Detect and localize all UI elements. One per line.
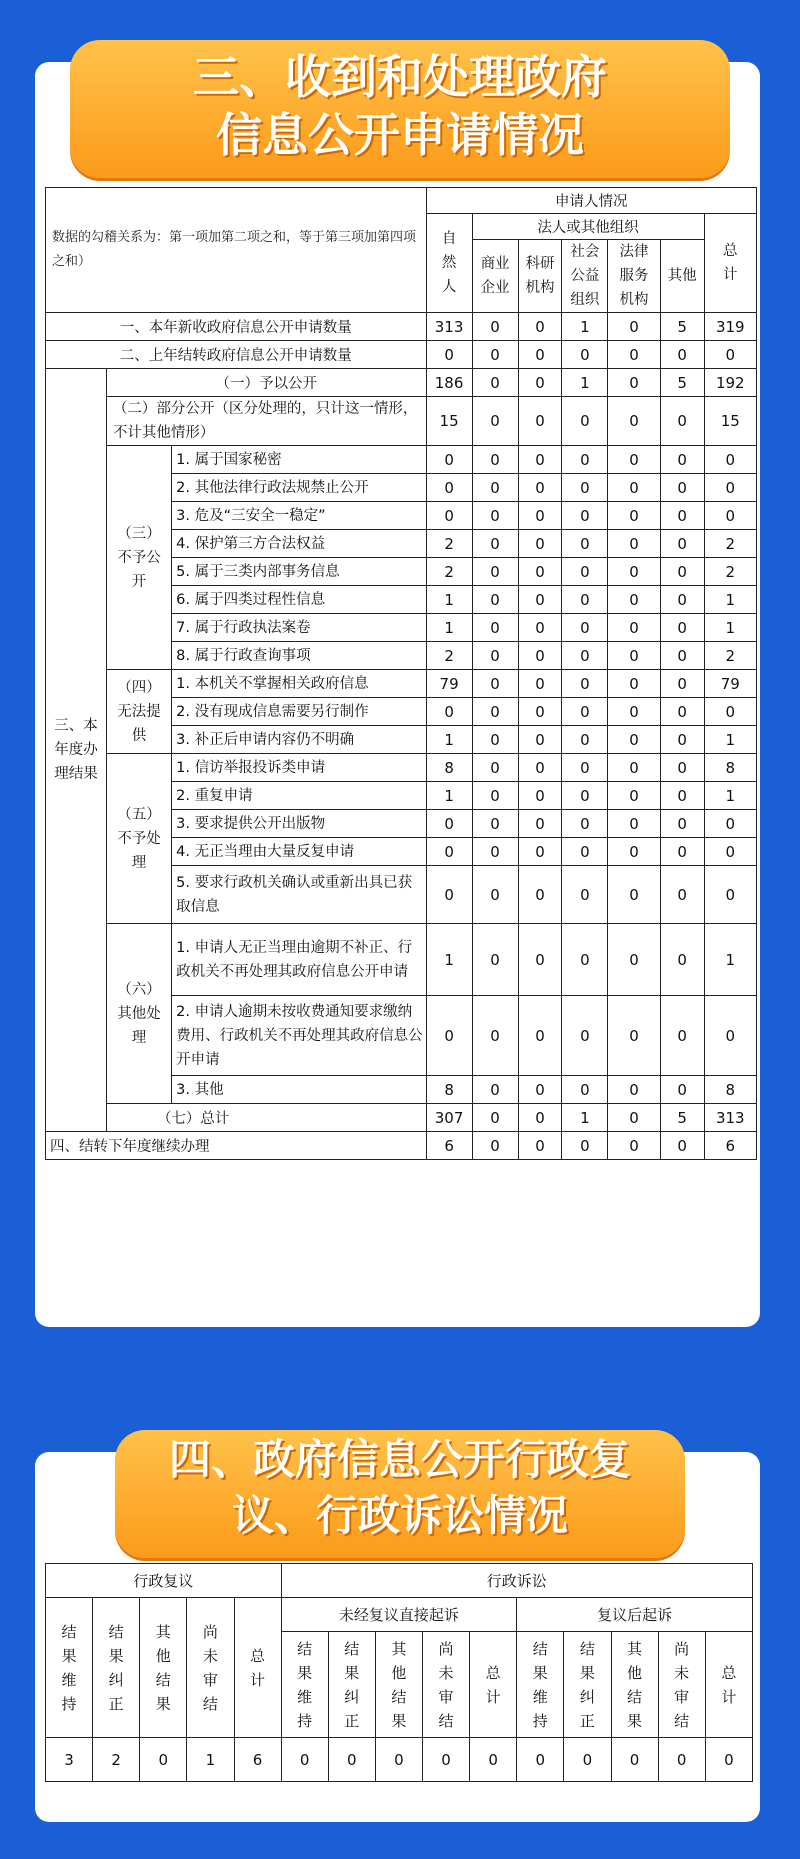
data-row — [46, 369, 757, 397]
value-cell: 2 — [704, 558, 756, 586]
value-cell: 0 — [704, 341, 756, 369]
value-cell: 307 — [426, 1104, 472, 1132]
litigation-col-header: 其他结果 — [611, 1632, 658, 1738]
value-cell: 0 — [608, 586, 660, 614]
value-cell: 6 — [234, 1738, 281, 1782]
value-cell: 0 — [472, 838, 518, 866]
litigation-col-header: 总计 — [470, 1632, 517, 1738]
value-cell: 0 — [518, 726, 562, 754]
result-label: 三、本年度办理结果 — [46, 369, 107, 1132]
value-cell: 0 — [608, 782, 660, 810]
value-cell: 1 — [704, 726, 756, 754]
data-row — [46, 1104, 757, 1132]
value-cell: 0 — [660, 866, 704, 924]
litigation-col-header: 结果纠正 — [328, 1632, 375, 1738]
value-cell: 0 — [562, 698, 608, 726]
row-label: 1. 申请人无正当理由逾期不补正、行政机关不再处理其政府信息公开申请 — [172, 924, 426, 996]
value-cell: 0 — [562, 397, 608, 446]
header-row — [46, 1564, 753, 1598]
data-row — [46, 313, 757, 341]
value-cell: 0 — [518, 810, 562, 838]
value-cell: 0 — [472, 754, 518, 782]
data-row — [46, 397, 757, 446]
value-cell: 8 — [426, 754, 472, 782]
value-cell: 0 — [426, 474, 472, 502]
after-review-header: 复议后起诉 — [517, 1598, 753, 1632]
value-cell: 1 — [426, 726, 472, 754]
value-cell: 0 — [472, 446, 518, 474]
value-cell: 0 — [611, 1738, 658, 1782]
value-cell: 0 — [704, 866, 756, 924]
value-cell: 2 — [704, 530, 756, 558]
section4-table — [45, 1563, 753, 1782]
value-cell: 0 — [562, 838, 608, 866]
org-col-header: 科研机构 — [518, 240, 562, 313]
value-cell: 79 — [704, 670, 756, 698]
value-cell: 1 — [562, 1104, 608, 1132]
value-cell: 0 — [608, 670, 660, 698]
review-col-header: 总计 — [234, 1598, 281, 1738]
value-cell: 0 — [562, 782, 608, 810]
header-row — [46, 1598, 753, 1632]
value-cell: 0 — [562, 996, 608, 1076]
value-cell: 1 — [562, 369, 608, 397]
value-cell: 8 — [704, 1076, 756, 1104]
value-cell: 6 — [704, 1132, 756, 1160]
value-cell: 0 — [660, 838, 704, 866]
value-cell: 0 — [472, 996, 518, 1076]
value-cell: 0 — [704, 810, 756, 838]
value-cell: 0 — [660, 586, 704, 614]
review-col-header: 结果维持 — [46, 1598, 93, 1738]
value-cell: 0 — [562, 474, 608, 502]
applicant-header: 申请人情况 — [426, 188, 756, 214]
value-cell: 0 — [608, 558, 660, 586]
value-cell: 0 — [426, 838, 472, 866]
value-cell: 0 — [518, 530, 562, 558]
litigation-col-header: 总计 — [705, 1632, 752, 1738]
group-label: （六）其他处理 — [106, 924, 171, 1104]
value-cell: 0 — [562, 670, 608, 698]
note-cell: 数据的勾稽关系为：第一项加第二项之和，等于第三项加第四项之和） — [46, 188, 427, 313]
value-cell: 0 — [608, 924, 660, 996]
row-label: 3. 补正后申请内容仍不明确 — [172, 726, 426, 754]
value-cell: 0 — [660, 502, 704, 530]
value-cell: 3 — [46, 1738, 93, 1782]
value-cell: 15 — [704, 397, 756, 446]
row-label: 2. 没有现成信息需要另行制作 — [172, 698, 426, 726]
value-cell: 8 — [704, 754, 756, 782]
value-cell: 0 — [660, 558, 704, 586]
section4-title-line2: 议、行政诉讼情况 — [231, 1491, 568, 1540]
value-cell: 6 — [426, 1132, 472, 1160]
value-cell: 0 — [660, 996, 704, 1076]
value-cell: 0 — [608, 996, 660, 1076]
value-cell: 0 — [608, 614, 660, 642]
value-cell: 0 — [608, 726, 660, 754]
row-label: 7. 属于行政执法案卷 — [172, 614, 426, 642]
data-row — [46, 446, 757, 474]
value-cell: 0 — [562, 1132, 608, 1160]
value-cell: 1 — [426, 924, 472, 996]
review-col-header: 结果纠正 — [93, 1598, 140, 1738]
value-cell: 0 — [608, 397, 660, 446]
value-cell: 0 — [562, 446, 608, 474]
value-cell: 0 — [564, 1738, 611, 1782]
row-label: 2. 其他法律行政法规禁止公开 — [172, 474, 426, 502]
value-cell: 0 — [608, 838, 660, 866]
value-cell: 0 — [518, 341, 562, 369]
section3-title — [0, 48, 800, 164]
value-cell: 0 — [704, 474, 756, 502]
value-cell: 0 — [608, 1104, 660, 1132]
value-cell: 0 — [472, 530, 518, 558]
value-cell: 5 — [660, 369, 704, 397]
value-cell: 313 — [426, 313, 472, 341]
value-cell: 0 — [608, 754, 660, 782]
value-cell: 192 — [704, 369, 756, 397]
row-label: 3. 其他 — [172, 1076, 426, 1104]
value-cell: 0 — [562, 810, 608, 838]
row-label: 2. 申请人逾期未按收费通知要求缴纳费用、行政机关不再处理其政府信息公开申请 — [172, 996, 426, 1076]
value-cell: 0 — [608, 369, 660, 397]
value-cell: 0 — [426, 502, 472, 530]
value-cell: 0 — [660, 810, 704, 838]
value-cell: 0 — [608, 1132, 660, 1160]
row-label: 1. 本机关不掌握相关政府信息 — [172, 670, 426, 698]
row-label: 3. 要求提供公开出版物 — [172, 810, 426, 838]
value-cell: 1 — [704, 782, 756, 810]
value-cell: 0 — [660, 782, 704, 810]
value-cell: 0 — [518, 474, 562, 502]
admin-review-header: 行政复议 — [46, 1564, 282, 1598]
value-cell: 0 — [472, 1076, 518, 1104]
value-cell: 0 — [518, 754, 562, 782]
value-cell: 0 — [426, 698, 472, 726]
value-cell: 0 — [704, 996, 756, 1076]
row-label: （一）予以公开 — [106, 369, 426, 397]
value-cell: 0 — [660, 698, 704, 726]
value-cell: 0 — [375, 1738, 422, 1782]
value-cell: 0 — [472, 313, 518, 341]
value-cell: 0 — [426, 866, 472, 924]
value-cell: 0 — [608, 502, 660, 530]
litigation-col-header: 尚未审结 — [423, 1632, 470, 1738]
value-cell: 0 — [562, 1076, 608, 1104]
value-cell: 0 — [562, 530, 608, 558]
value-cell: 2 — [93, 1738, 140, 1782]
value-cell: 0 — [518, 1104, 562, 1132]
value-cell: 0 — [562, 924, 608, 996]
group-label: （三）不予公开 — [106, 446, 171, 670]
row-label: 二、上年结转政府信息公开申请数量 — [46, 341, 427, 369]
org-col-header: 商业企业 — [472, 240, 518, 313]
data-row — [46, 754, 757, 782]
value-cell: 0 — [518, 866, 562, 924]
value-cell: 0 — [608, 474, 660, 502]
row-label: 3. 危及“三安全一稳定” — [172, 502, 426, 530]
value-cell: 1 — [187, 1738, 234, 1782]
value-cell: 0 — [562, 558, 608, 586]
value-cell: 0 — [472, 726, 518, 754]
value-cell: 0 — [562, 726, 608, 754]
natural-header: 自然人 — [426, 214, 472, 313]
value-cell: 0 — [660, 754, 704, 782]
value-cell: 0 — [472, 866, 518, 924]
value-cell: 0 — [518, 397, 562, 446]
value-cell: 0 — [518, 558, 562, 586]
value-cell: 1 — [426, 614, 472, 642]
section4-title — [0, 1432, 800, 1544]
header-row — [46, 188, 757, 214]
value-cell: 0 — [518, 1132, 562, 1160]
value-cell: 0 — [426, 341, 472, 369]
value-cell: 0 — [472, 341, 518, 369]
litigation-col-header: 结果维持 — [281, 1632, 328, 1738]
value-cell: 0 — [518, 924, 562, 996]
value-cell: 0 — [660, 474, 704, 502]
org-col-header: 社会公益组织 — [562, 240, 608, 313]
value-cell: 0 — [608, 313, 660, 341]
row-label: （七）总计 — [106, 1104, 426, 1132]
litigation-col-header: 尚未审结 — [658, 1632, 705, 1738]
value-cell: 2 — [426, 642, 472, 670]
value-cell: 0 — [518, 313, 562, 341]
value-cell: 0 — [608, 446, 660, 474]
row-label: 5. 要求行政机关确认或重新出具已获取信息 — [172, 866, 426, 924]
row-label: 4. 无正当理由大量反复申请 — [172, 838, 426, 866]
section3-table — [45, 187, 757, 1160]
value-cell: 319 — [704, 313, 756, 341]
group-label: （四）无法提供 — [106, 670, 171, 754]
value-cell: 0 — [281, 1738, 328, 1782]
value-cell: 0 — [704, 838, 756, 866]
value-cell: 0 — [705, 1738, 752, 1782]
value-cell: 0 — [660, 1132, 704, 1160]
value-cell: 0 — [562, 866, 608, 924]
value-cell: 0 — [518, 996, 562, 1076]
litigation-col-header: 结果维持 — [517, 1632, 564, 1738]
value-cell: 0 — [518, 446, 562, 474]
value-cell: 0 — [472, 397, 518, 446]
org-col-header: 法律服务机构 — [608, 240, 660, 313]
value-cell: 0 — [472, 558, 518, 586]
value-cell: 0 — [423, 1738, 470, 1782]
value-cell: 0 — [140, 1738, 187, 1782]
data-row — [46, 670, 757, 698]
row-label: 四、结转下年度继续办理 — [46, 1132, 427, 1160]
value-cell: 2 — [704, 642, 756, 670]
value-cell: 0 — [518, 838, 562, 866]
value-cell: 0 — [472, 1132, 518, 1160]
value-cell: 1 — [704, 586, 756, 614]
value-cell: 0 — [660, 530, 704, 558]
value-cell: 0 — [517, 1738, 564, 1782]
litigation-col-header: 其他结果 — [375, 1632, 422, 1738]
section4-title-line1: 四、政府信息公开行政复 — [168, 1435, 631, 1484]
review-col-header: 其他结果 — [140, 1598, 187, 1738]
value-cell: 0 — [518, 502, 562, 530]
value-cell: 0 — [660, 924, 704, 996]
data-row — [46, 1738, 753, 1782]
value-cell: 0 — [704, 446, 756, 474]
value-cell: 2 — [426, 558, 472, 586]
value-cell: 0 — [518, 369, 562, 397]
value-cell: 0 — [472, 698, 518, 726]
row-label: 一、本年新收政府信息公开申请数量 — [46, 313, 427, 341]
value-cell: 0 — [518, 698, 562, 726]
row-label: （二）部分公开（区分处理的，只计这一情形，不计其他情形） — [106, 397, 426, 446]
review-col-header: 尚未审结 — [187, 1598, 234, 1738]
value-cell: 0 — [472, 670, 518, 698]
value-cell: 0 — [472, 924, 518, 996]
value-cell: 0 — [518, 782, 562, 810]
value-cell: 1 — [426, 586, 472, 614]
value-cell: 0 — [472, 782, 518, 810]
value-cell: 0 — [608, 341, 660, 369]
value-cell: 0 — [660, 670, 704, 698]
value-cell: 0 — [472, 369, 518, 397]
value-cell: 0 — [472, 502, 518, 530]
value-cell: 0 — [660, 726, 704, 754]
value-cell: 0 — [472, 614, 518, 642]
row-label: 2. 重复申请 — [172, 782, 426, 810]
admin-litigation-header: 行政诉讼 — [281, 1564, 752, 1598]
value-cell: 1 — [704, 614, 756, 642]
value-cell: 0 — [608, 810, 660, 838]
value-cell: 0 — [660, 446, 704, 474]
value-cell: 0 — [518, 1076, 562, 1104]
value-cell: 313 — [704, 1104, 756, 1132]
value-cell: 0 — [518, 586, 562, 614]
section3-title-line2: 信息公开申请情况 — [216, 108, 584, 162]
row-label: 5. 属于三类内部事务信息 — [172, 558, 426, 586]
value-cell: 0 — [562, 586, 608, 614]
value-cell: 0 — [704, 502, 756, 530]
value-cell: 0 — [472, 1104, 518, 1132]
data-row — [46, 924, 757, 996]
value-cell: 0 — [472, 586, 518, 614]
data-row — [46, 1132, 757, 1160]
value-cell: 0 — [658, 1738, 705, 1782]
value-cell: 0 — [518, 614, 562, 642]
value-cell: 0 — [426, 446, 472, 474]
value-cell: 15 — [426, 397, 472, 446]
row-label: 4. 保护第三方合法权益 — [172, 530, 426, 558]
value-cell: 1 — [562, 313, 608, 341]
value-cell: 1 — [704, 924, 756, 996]
section3-title-line1: 三、收到和处理政府 — [193, 50, 607, 104]
value-cell: 0 — [562, 502, 608, 530]
value-cell: 0 — [608, 642, 660, 670]
value-cell: 0 — [426, 996, 472, 1076]
value-cell: 0 — [660, 341, 704, 369]
value-cell: 5 — [660, 313, 704, 341]
value-cell: 0 — [562, 642, 608, 670]
value-cell: 0 — [660, 614, 704, 642]
value-cell: 0 — [518, 642, 562, 670]
value-cell: 0 — [470, 1738, 517, 1782]
total-header: 总计 — [704, 214, 756, 313]
value-cell: 0 — [608, 1076, 660, 1104]
value-cell: 0 — [472, 474, 518, 502]
value-cell: 0 — [608, 698, 660, 726]
value-cell: 8 — [426, 1076, 472, 1104]
value-cell: 0 — [562, 754, 608, 782]
value-cell: 0 — [660, 642, 704, 670]
value-cell: 2 — [426, 530, 472, 558]
litigation-col-header: 结果纠正 — [564, 1632, 611, 1738]
value-cell: 0 — [608, 530, 660, 558]
value-cell: 0 — [562, 614, 608, 642]
direct-suit-header: 未经复议直接起诉 — [281, 1598, 517, 1632]
row-label: 1. 属于国家秘密 — [172, 446, 426, 474]
group-label: （五）不予处理 — [106, 754, 171, 924]
value-cell: 0 — [704, 698, 756, 726]
value-cell: 0 — [660, 1076, 704, 1104]
value-cell: 0 — [608, 866, 660, 924]
legal-group-header: 法人或其他组织 — [472, 214, 704, 240]
org-col-header: 其他 — [660, 240, 704, 313]
value-cell: 79 — [426, 670, 472, 698]
row-label: 8. 属于行政查询事项 — [172, 642, 426, 670]
value-cell: 0 — [328, 1738, 375, 1782]
value-cell: 0 — [562, 341, 608, 369]
value-cell: 0 — [660, 397, 704, 446]
row-label: 6. 属于四类过程性信息 — [172, 586, 426, 614]
value-cell: 0 — [518, 670, 562, 698]
value-cell: 0 — [472, 642, 518, 670]
value-cell: 0 — [472, 810, 518, 838]
row-label: 1. 信访举报投诉类申请 — [172, 754, 426, 782]
value-cell: 0 — [426, 810, 472, 838]
data-row — [46, 341, 757, 369]
value-cell: 186 — [426, 369, 472, 397]
value-cell: 5 — [660, 1104, 704, 1132]
value-cell: 1 — [426, 782, 472, 810]
